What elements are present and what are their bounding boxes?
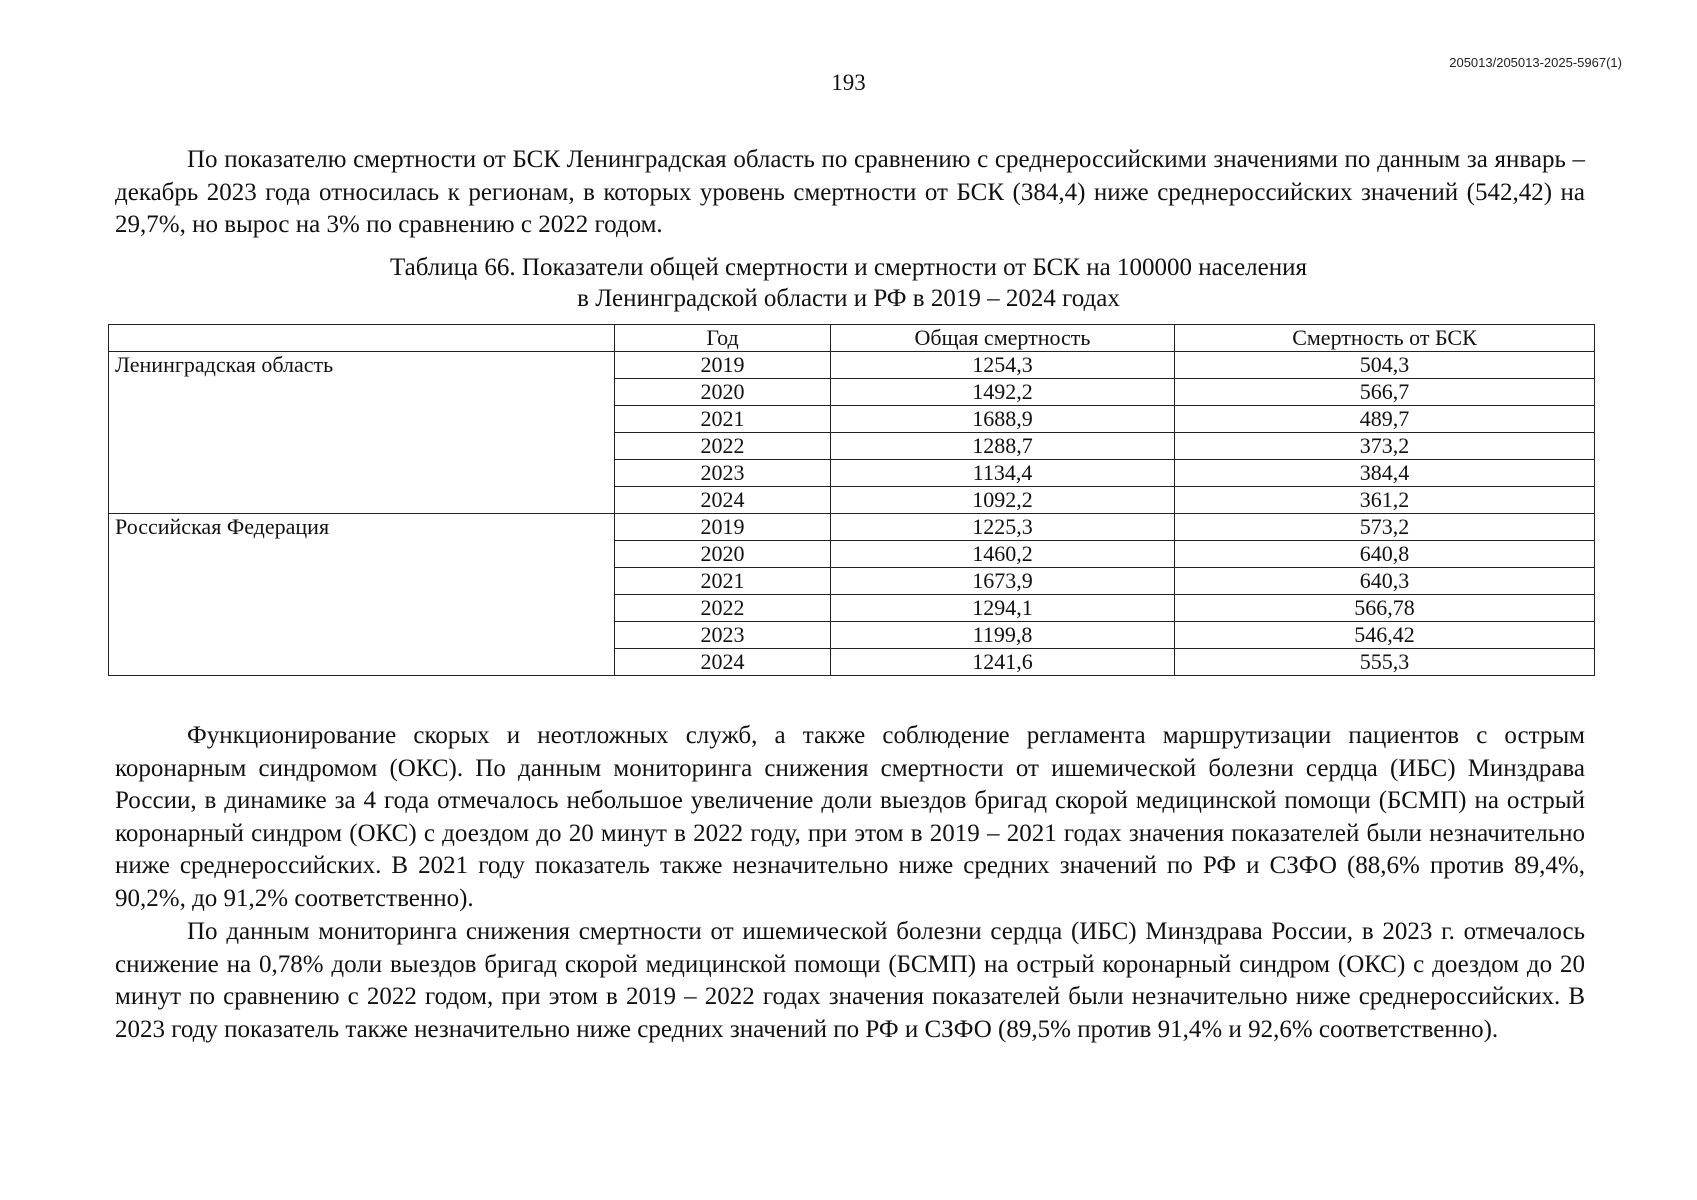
- region-cell: Ленинградская область: [109, 352, 615, 514]
- table-row: [109, 352, 1595, 379]
- year-cell: 2019: [615, 514, 831, 541]
- paragraph-bsk-mortality: По показателю смертности от БСК Ленинградская область по сравнению с среднероссийскими значениями по данным за январь – декабрь 2023 года относилась к регионам, в которых уровень смертности от БСК (384,4) ниже среднероссийских значений (542,42) на 29,7%, но вырос на 3% по сравнению с 2022 годом.: [115, 146, 1585, 238]
- year-cell: 2022: [615, 595, 831, 622]
- bsk-mortality-cell: 489,7: [1175, 406, 1595, 433]
- total-mortality-cell: 1673,9: [831, 568, 1175, 595]
- year-cell: 2023: [615, 622, 831, 649]
- header-region: [109, 325, 615, 352]
- bsk-mortality-cell: 555,3: [1175, 649, 1595, 676]
- region-cell: Российская Федерация: [109, 514, 615, 676]
- total-mortality-cell: 1225,3: [831, 514, 1175, 541]
- table-row: [109, 514, 1595, 541]
- total-mortality-cell: 1199,8: [831, 622, 1175, 649]
- total-mortality-cell: 1254,3: [831, 352, 1175, 379]
- bsk-mortality-cell: 361,2: [1175, 487, 1595, 514]
- header-year: Год: [615, 325, 831, 352]
- bsk-mortality-cell: 573,2: [1175, 514, 1595, 541]
- year-cell: 2020: [615, 541, 831, 568]
- page-number: 193: [831, 70, 866, 95]
- paragraph-ibs-monitoring: По данным мониторинга снижения смертности от ишемической болезни сердца (ИБС) Минздрава России, в 2023 г. отмечалось снижение на 0,78% доли выездов бригад скорой медицинской помощи (БСМП) на острый коронарный синдром (ОКС) с доездом до 20 минут по сравнению с 2022 годом, при этом в 2019 – 2022 годах значения показателей были незначительно ниже среднероссийских. В 2023 году показатель также незначительно ниже средних значений по РФ и СЗФО (89,5% против 91,4% и 92,6% соответственно).: [115, 918, 1585, 1043]
- year-cell: 2023: [615, 460, 831, 487]
- paragraph-emergency-services: Функционирование скорых и неотложных служб, а также соблюдение регламента маршрутизации пациентов с острым коронарным синдромом (ОКС). По данным мониторинга снижения смертности от ишемической болезни сердца (ИБС) Минздрава России, в динамике за 4 года отмечалось небольшое увеличение доли выездов бригад скорой медицинской помощи (БСМП) на острый коронарный синдром (ОКС) с доездом до 20 минут в 2022 году, при этом в 2019 – 2021 годах значения показателей были незначительно ниже среднероссийских. В 2021 году показатель также незначительно ниже средних значений по РФ и СЗФО (88,6% против 89,4%, 90,2%, до 91,2% соответственно).: [115, 722, 1585, 912]
- year-cell: 2019: [615, 352, 831, 379]
- table-caption-line-1: Таблица 66. Показатели общей смертности и смертности от БСК на 100000 населения: [389, 254, 1308, 281]
- total-mortality-cell: 1688,9: [831, 406, 1175, 433]
- total-mortality-cell: 1460,2: [831, 541, 1175, 568]
- table-caption-line-2: в Ленинградской области и РФ в 2019 – 2024 годах: [577, 285, 1120, 312]
- bsk-mortality-cell: 504,3: [1175, 352, 1595, 379]
- total-mortality-cell: 1134,4: [831, 460, 1175, 487]
- header-total-mortality: Общая смертность: [831, 325, 1175, 352]
- table-header-row: [109, 325, 1595, 352]
- year-cell: 2024: [615, 487, 831, 514]
- bsk-mortality-cell: 384,4: [1175, 460, 1595, 487]
- bsk-mortality-cell: 640,8: [1175, 541, 1595, 568]
- bsk-mortality-cell: 373,2: [1175, 433, 1595, 460]
- year-cell: 2022: [615, 433, 831, 460]
- year-cell: 2021: [615, 406, 831, 433]
- total-mortality-cell: 1492,2: [831, 379, 1175, 406]
- total-mortality-cell: 1294,1: [831, 595, 1175, 622]
- total-mortality-cell: 1241,6: [831, 649, 1175, 676]
- mortality-table: [108, 324, 1595, 676]
- total-mortality-cell: 1288,7: [831, 433, 1175, 460]
- year-cell: 2020: [615, 379, 831, 406]
- total-mortality-cell: 1092,2: [831, 487, 1175, 514]
- bsk-mortality-cell: 640,3: [1175, 568, 1595, 595]
- header-bsk-mortality: Смертность от БСК: [1175, 325, 1595, 352]
- document-id: 205013/205013-2025-5967(1): [1449, 55, 1622, 70]
- year-cell: 2024: [615, 649, 831, 676]
- bsk-mortality-cell: 566,7: [1175, 379, 1595, 406]
- table-caption: [0, 252, 1697, 314]
- year-cell: 2021: [615, 568, 831, 595]
- bsk-mortality-cell: 566,78: [1175, 595, 1595, 622]
- bsk-mortality-cell: 546,42: [1175, 622, 1595, 649]
